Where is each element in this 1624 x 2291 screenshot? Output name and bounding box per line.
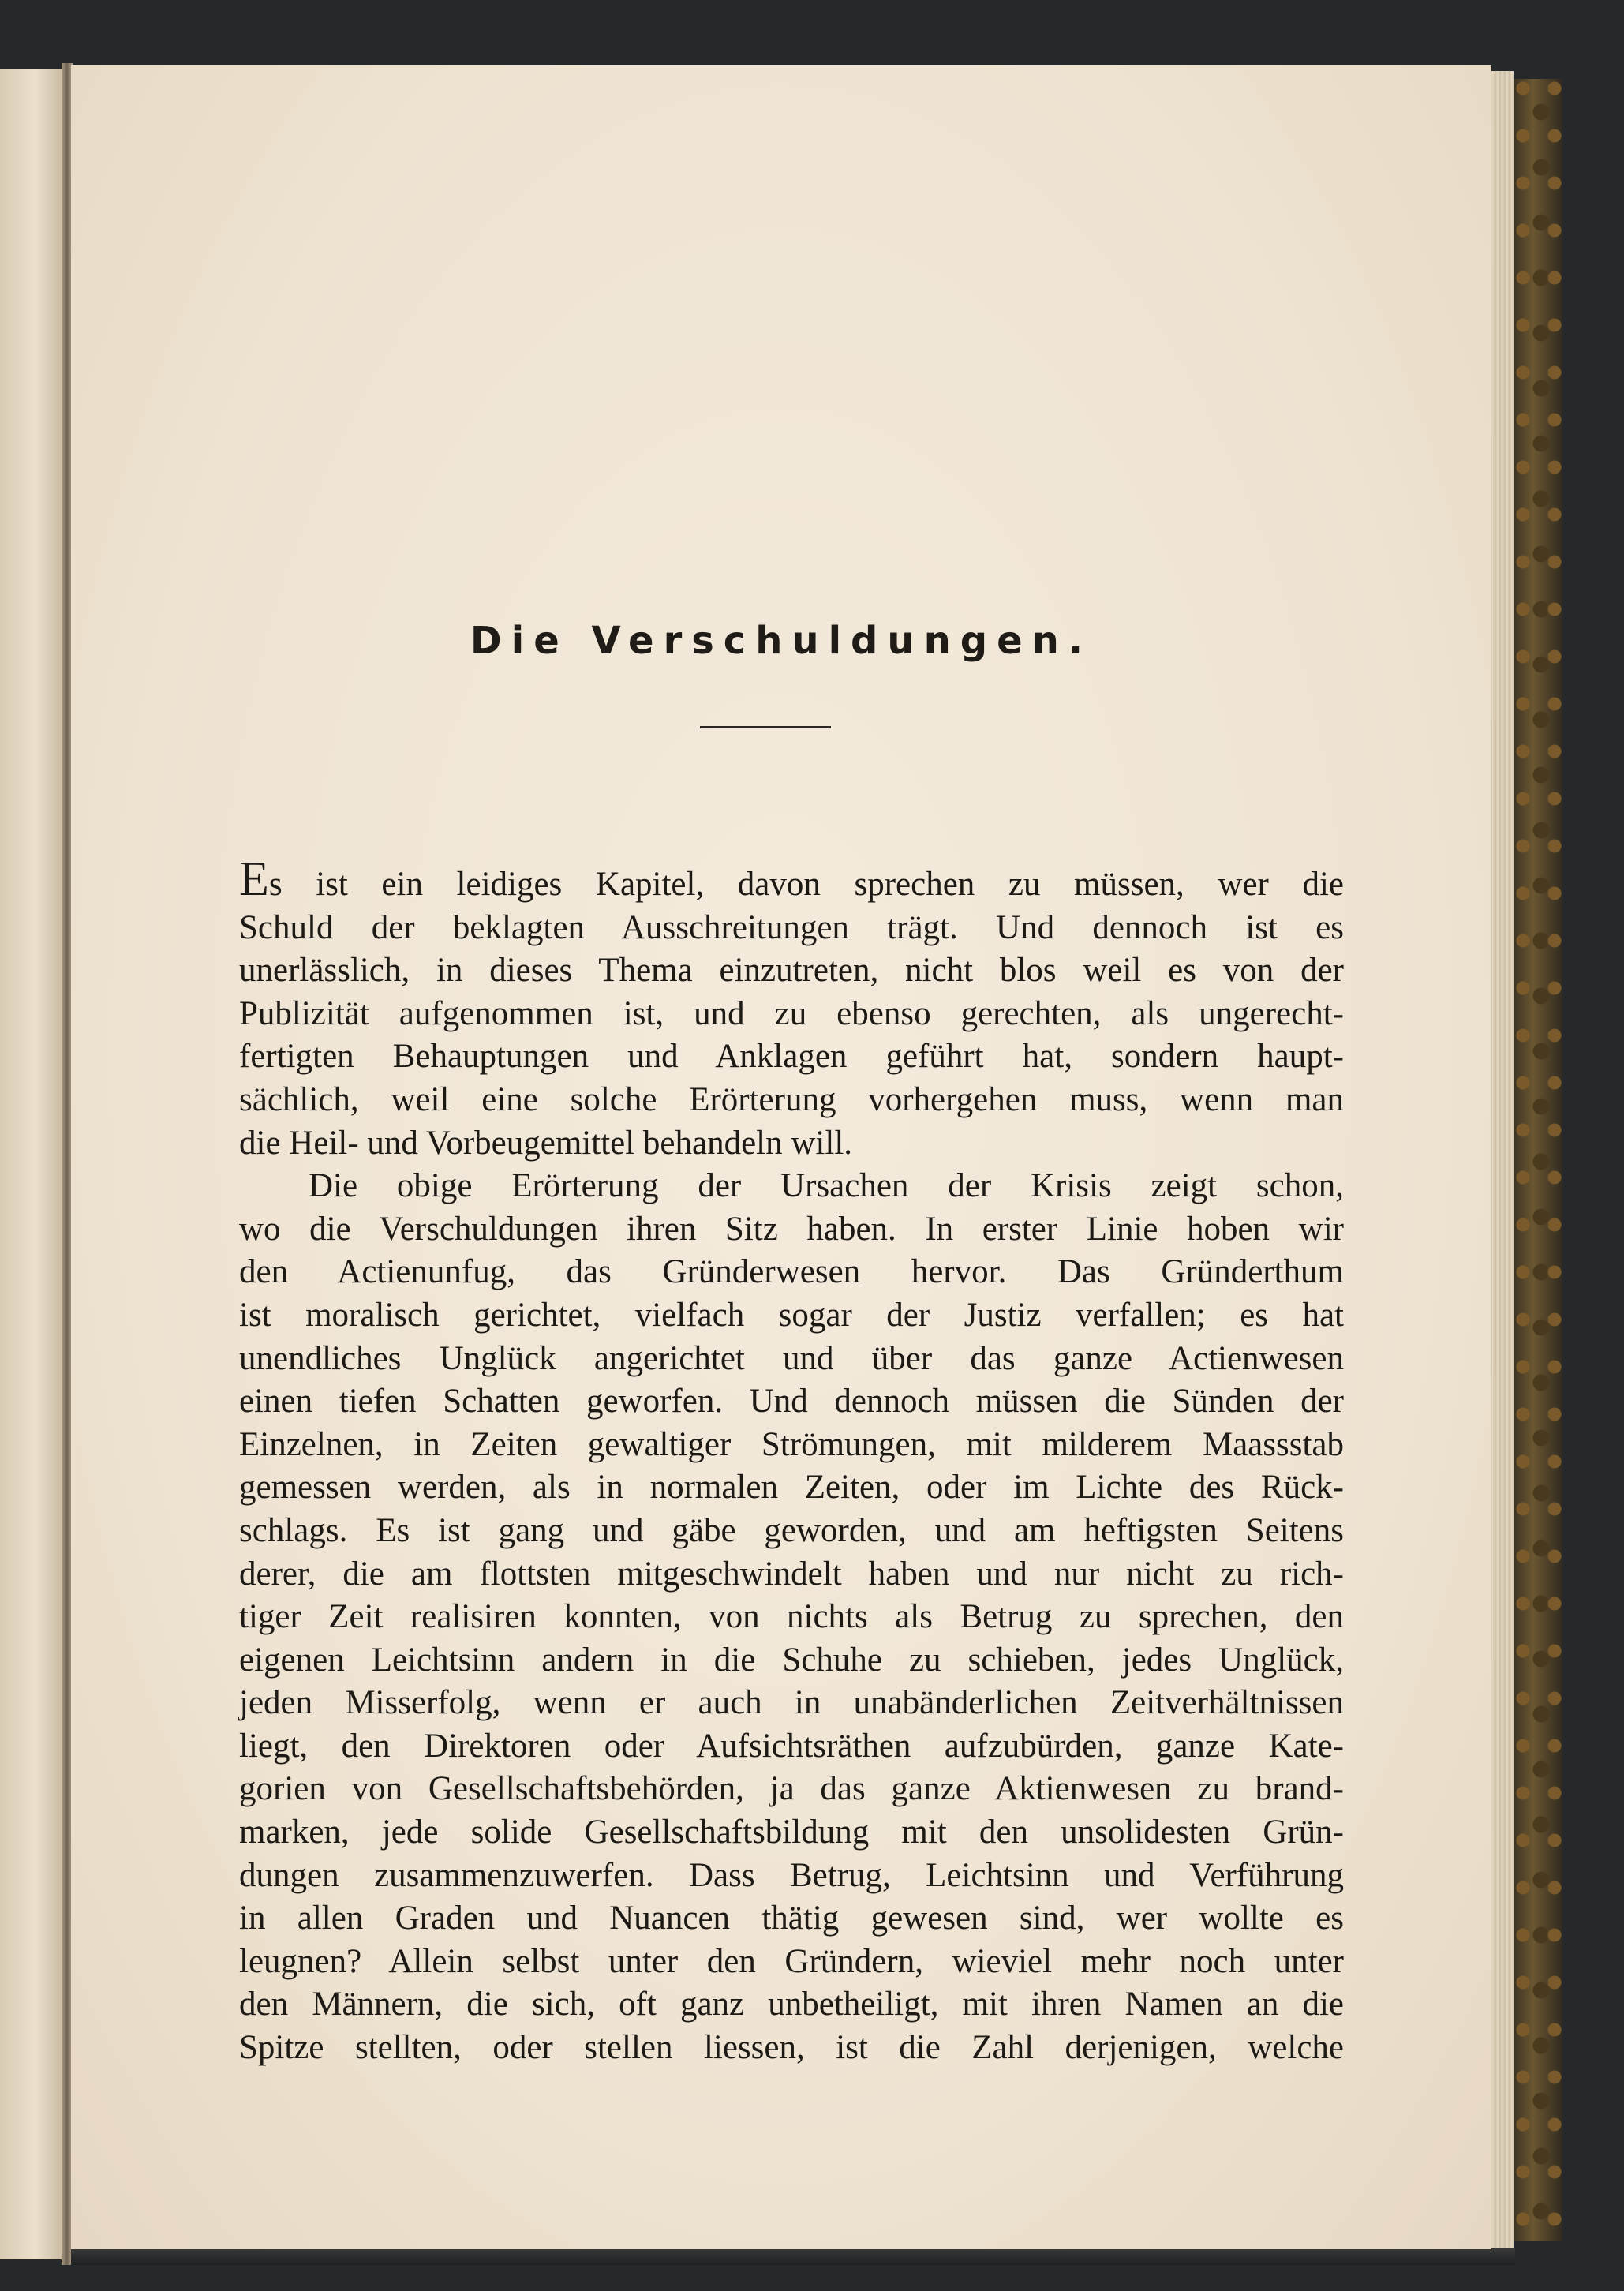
chapter-title: Die Verschuldungen. xyxy=(470,619,1093,663)
bottom-shadow xyxy=(71,2248,1515,2265)
text-line: leugnen? Allein selbst unter den Gründern, wieviel mehr noch unter xyxy=(239,1942,1344,1980)
text-line: den Männern, die sich, oft ganz unbetheiligt, mit ihren Namen an die xyxy=(239,1986,1344,2023)
text-line: gemessen werden, als in normalen Zeiten, oder im Lichte des Rück- xyxy=(239,1469,1344,1507)
text-line: Spitze stellten, oder stellen liessen, ist die Zahl derjenigen, welche xyxy=(239,2029,1344,2067)
text-line: sächlich, weil eine solche Erörterung vorhergehen muss, wenn man xyxy=(239,1080,1344,1118)
text-line: Schuld der beklagten Ausschreitungen trägt. Und dennoch ist es xyxy=(239,908,1344,946)
title-rule xyxy=(700,726,831,728)
text-line: Die obige Erörterung der Ursachen der Krisis zeigt schon, xyxy=(309,1167,1344,1205)
text-line: den Actienunfug, das Gründerwesen hervor. Das Gründerthum xyxy=(239,1253,1344,1291)
text-line: gorien von Gesellschaftsbehörden, ja das ganze Aktienwesen zu brand- xyxy=(239,1770,1344,1808)
text-line: derer, die am flottsten mitgeschwindelt haben und nur nicht zu rich- xyxy=(239,1555,1344,1593)
text-line: schlags. Es ist gang und gäbe geworden, und am heftigsten Seitens xyxy=(239,1511,1344,1549)
text-line: fertigten Behauptungen und Anklagen geführt hat, sondern haupt- xyxy=(239,1038,1344,1076)
text-line: unerlässlich, in dieses Thema einzutreten, nicht blos weil es von der xyxy=(239,952,1344,990)
text-line: Es ist ein leidiges Kapitel, davon sprechen zu müssen, wer die xyxy=(239,852,1344,906)
text-line: liegt, den Direktoren oder Aufsichtsräthen aufzubürden, ganze Kate- xyxy=(239,1727,1344,1765)
marbled-cover-edge xyxy=(1514,79,1562,2241)
text-line: Publizität aufgenommen ist, und zu ebenso gerechten, als ungerecht- xyxy=(239,994,1344,1032)
text-line: die Heil- und Vorbeugemittel behandeln will. xyxy=(239,1124,853,1162)
paragraph-1 xyxy=(239,852,1344,1165)
text-line: Einzelnen, in Zeiten gewaltiger Strömungen, mit milderem Maassstab xyxy=(239,1425,1344,1463)
book-page xyxy=(71,65,1491,2249)
text-line: einen tiefen Schatten geworfen. Und dennoch müssen die Sünden der xyxy=(239,1383,1344,1421)
paragraph-2 xyxy=(239,1165,1344,2069)
text-line: dungen zusammenzuwerfen. Dass Betrug, Leichtsinn und Verführung xyxy=(239,1856,1344,1894)
body-text xyxy=(239,852,1344,2070)
text-line: wo die Verschuldungen ihren Sitz haben. In erster Linie hoben wir xyxy=(239,1210,1344,1248)
drop-cap: E xyxy=(239,852,269,906)
text-line: unendliches Unglück angerichtet und über das ganze Actienwesen xyxy=(239,1339,1344,1377)
text-line: eigenen Leichtsinn andern in die Schuhe zu schieben, jedes Unglück, xyxy=(239,1641,1344,1679)
text-line: marken, jede solide Gesellschaftsbildung mit den unsolidesten Grün- xyxy=(239,1814,1344,1851)
left-page-edge xyxy=(0,69,65,2259)
text-line: jeden Misserfolg, wenn er auch in unabänderlichen Zeitverhältnissen xyxy=(239,1684,1344,1722)
text-line: ist moralisch gerichtet, vielfach sogar der Justiz verfallen; es hat xyxy=(239,1296,1344,1334)
text-line: tiger Zeit realisiren konnten, von nichts als Betrug zu sprechen, den xyxy=(239,1598,1344,1636)
text-line: in allen Graden und Nuancen thätig gewesen sind, wer wollte es xyxy=(239,1900,1344,1937)
